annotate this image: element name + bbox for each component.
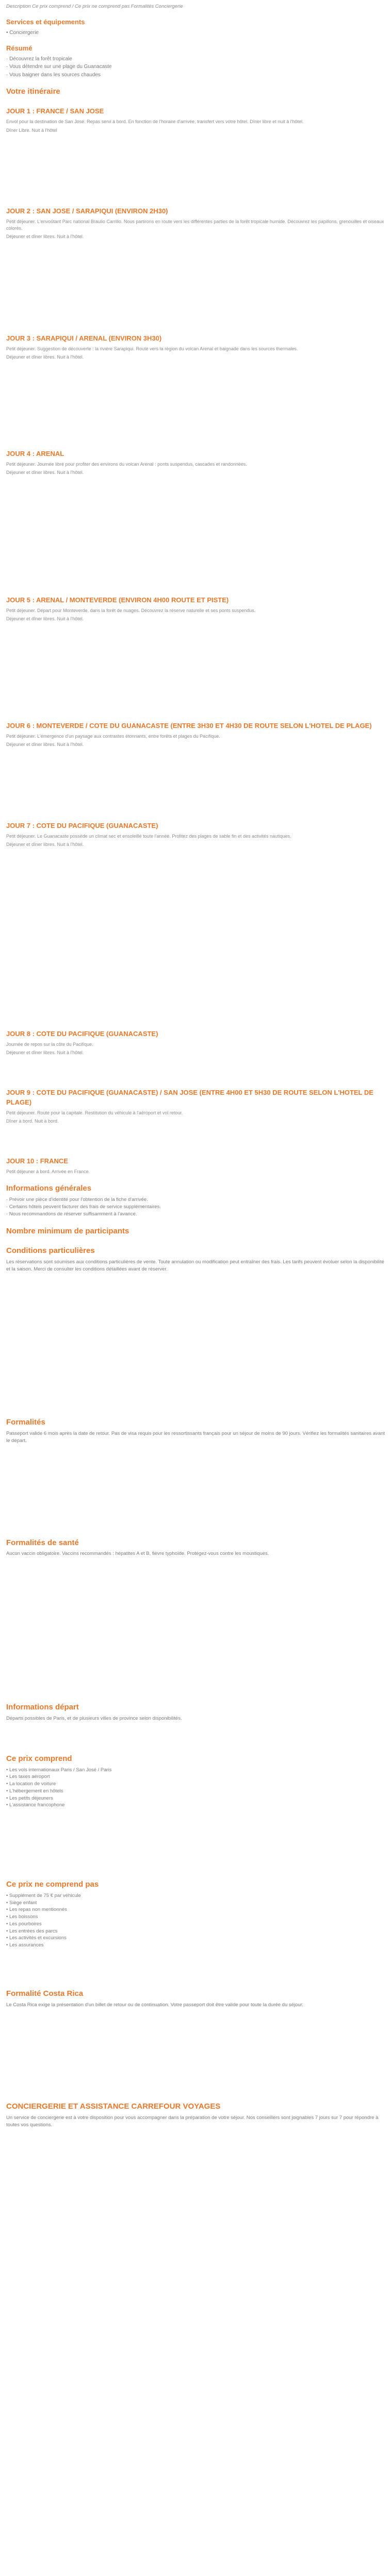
infos-depart-title: Informations départ [6, 1703, 79, 1712]
day-6 [6, 721, 385, 812]
day-title: JOUR 9 : COTE DU PACIFIQUE (GUANACASTE) / SAN JOSE (ENTRE 4H00 ET 5H30 DE ROUTE SELON L'HOTEL DE PLAGE) [6, 1089, 373, 1106]
comprend-item: • Les vols internationaux Paris / San José / Paris [6, 1767, 112, 1773]
ce-prix-comprend-title: Ce prix comprend [6, 1754, 72, 1763]
conditions-title: Conditions particulières [6, 1246, 95, 1256]
nombre-minimum [6, 1226, 385, 1237]
formalites-sante-title: Formalités de santé [6, 1538, 79, 1547]
day-meal: Dîner Libre. Nuit à l'hôtel [6, 127, 57, 133]
formalites-title: Formalités [6, 1418, 45, 1427]
topline: Description Ce prix comprend / Ce prix ne comprend pas Formalités Conciergerie [6, 4, 183, 9]
day-title: JOUR 5 : ARENAL / MONTEVERDE (ENVIRON 4H00 ROUTE ET PISTE) [6, 596, 229, 604]
day-body: Petit déjeuner à bord. Arrivée en France. [6, 1168, 90, 1174]
nombre-title: Nombre minimum de participants [6, 1227, 129, 1236]
ne-comprend-item: • Siège enfant [6, 1900, 37, 1906]
ne-comprend-item: • Les activités et excursions [6, 1935, 67, 1941]
day-title: JOUR 10 : FRANCE [6, 1157, 68, 1165]
day-title: JOUR 8 : COTE DU PACIFIQUE (GUANACASTE) [6, 1030, 158, 1038]
day-meal: Déjeuner et dîner libres. Nuit à l'hôtel. [6, 616, 84, 622]
resume-item: · Découvrez la forêt tropicale [6, 56, 72, 62]
day-3 [6, 334, 385, 440]
costa-title: Formalité Costa Rica [6, 1989, 84, 1998]
day-title: JOUR 3 : SARAPIQUI / ARENAL (ENVIRON 3H30) [6, 334, 162, 342]
ne-comprend-pas-title: Ce prix ne comprend pas [6, 1880, 99, 1889]
day-1 [6, 107, 385, 197]
day-meal: Dîner à bord. Nuit à bord. [6, 1118, 59, 1124]
resume-item: · Vous baigner dans les sources chaudes [6, 72, 101, 78]
comprend-item: • Les taxes aéroport [6, 1774, 50, 1780]
day-title: JOUR 2 : SAN JOSE / SARAPIQUI (ENVIRON 2H30) [6, 207, 168, 215]
formalite-costa-rica [6, 1988, 385, 2093]
ce-prix-ne-comprend-pas [6, 1879, 385, 1980]
day-5 [6, 596, 385, 712]
comprend-item: • Les petits déjeuners [6, 1795, 53, 1801]
day-title: JOUR 4 : ARENAL [6, 449, 64, 457]
ne-comprend-item: • Supplément de 75 € par véhicule [6, 1892, 81, 1899]
ne-comprend-item: • Les boissons [6, 1914, 38, 1920]
day-meal: Déjeuner et dîner libres. Nuit à l'hôtel. [6, 1050, 84, 1056]
day-meal: Déjeuner et dîner libres. Nuit à l'hôtel. [6, 470, 84, 476]
conditions-body: Les réservations sont soumises aux conditions particulières de vente. Toute annulation ou modification peut entraîner des frais. Les tarifs peuvent évoluer selon la disponibilité et la saison. Merci de consulter les conditions détaillées avant de réserver. [6, 1259, 384, 1272]
infos-depart-body: Départs possibles de Paris, et de plusieurs villes de province selon disponibilités. [6, 1715, 182, 1721]
ne-comprend-item: • Les entrées des parcs [6, 1928, 58, 1934]
conciergerie [6, 2101, 385, 2128]
day-body: Petit déjeuner. Départ pour Monteverde, dans la forêt de nuages. Découvrez la réserve naturelle et ses ponts suspendus. [6, 607, 256, 613]
day-9 [6, 1088, 385, 1147]
infos-generales [6, 1183, 385, 1217]
comprend-item: • L'assistance francophone [6, 1802, 65, 1808]
infos-title: Informations générales [6, 1184, 92, 1193]
formalites-sante-body: Aucun vaccin obligatoire. Vaccins recommandés : hépatites A et B, fièvre typhoïde. Protégez-vous contre les moustiques. [6, 1551, 269, 1557]
services-title: Services et équipements [6, 18, 85, 26]
day-meal: Déjeuner et dîner libres. Nuit à l'hôtel. [6, 842, 84, 848]
comprend-item: • L'hébergement en hôtels [6, 1788, 63, 1794]
conditions [6, 1245, 385, 1409]
ne-comprend-item: • Les pourboires [6, 1921, 42, 1927]
day-body: Petit déjeuner. Route pour la capitale. Restitution du véhicule à l'aéroport et vol retour. [6, 1110, 183, 1115]
formalites [6, 1417, 385, 1529]
ne-comprend-item: • Les repas non mentionnés [6, 1907, 67, 1913]
day-meal: Déjeuner et dîner libres. Nuit à l'hôtel. [6, 234, 84, 240]
ce-prix-comprend [6, 1753, 385, 1871]
day-body: Journée de repos sur la côte du Pacifique. [6, 1041, 93, 1047]
day-body: Petit déjeuner. L'envoûtant Parc national Braulio Carrillo. Nous partirons en route vers les différentes parties de la forêt tropicale humide. Découvrez les papillons, grenouilles et oiseaux colorés. [6, 219, 384, 231]
formalites-body: Passeport valide 6 mois après la date de retour. Pas de visa requis pour les ressortissants français pour un séjour de moins de 90 jours. Vérifiez les formalités sanitaires avant le départ. [6, 1431, 385, 1444]
resume-item: · Vous détendre sur une plage du Guanacaste [6, 64, 112, 70]
day-2 [6, 207, 385, 325]
comprend-item: • La location de voiture [6, 1781, 56, 1787]
day-meal: Déjeuner et dîner libres. Nuit à l'hôtel. [6, 354, 84, 360]
concierge-title: CONCIERGERIE ET ASSISTANCE CARREFOUR VOYAGES [6, 2102, 221, 2111]
infos-depart [6, 1702, 385, 1745]
day-title: JOUR 6 : MONTEVERDE / COTE DU GUANACASTE (ENTRE 3H30 ET 4H30 DE ROUTE SELON L'HOTEL DE PLAGE) [6, 721, 372, 730]
services-item: • Conciergerie [6, 29, 39, 36]
day-title: JOUR 1 : FRANCE / SAN JOSE [6, 107, 104, 115]
formalites-sante [6, 1537, 385, 1694]
day-body: Petit déjeuner. Le Guanacaste possède un climat sec et ensoleillé toute l'année. Profitez des plages de sable fin et des activités nautiques. [6, 833, 291, 839]
day-title: JOUR 7 : COTE DU PACIFIQUE (GUANACASTE) [6, 821, 158, 829]
day-8 [6, 1029, 385, 1079]
day-meal: Déjeuner et dîner libres. Nuit à l'hôtel. [6, 742, 84, 748]
concierge-body: Un service de conciergerie est à votre disposition pour vous accompagner dans la préparation de votre séjour. Nos conseillers sont joignables 7 jours sur 7 pour répondre à toutes vos questions. [6, 2115, 379, 2128]
itineraire-title: Votre itinéraire [6, 87, 60, 96]
costa-body: Le Costa Rica exige la présentation d'un billet de retour ou de continuation. Votre passeport doit être valide pour toute la durée du séjour. [6, 2002, 303, 2008]
resume-title: Résumé [6, 44, 32, 53]
day-body: Petit déjeuner. Suggestion de découverte : la rivière Sarapiqui. Route vers la région du volcan Arenal et baignade dans les sources thermales. [6, 346, 298, 351]
day-body: Petit déjeuner. L'émergence d'un paysage aux contrastes étonnants, entre forêts et plages du Pacifique. [6, 733, 220, 739]
ne-comprend-item: • Les assurances [6, 1942, 44, 1948]
day-7 [6, 821, 385, 1020]
day-10 [6, 1157, 385, 1175]
info-item: · Prévoir une pièce d'identité pour l'obtention de la fiche d'arrivée. [6, 1197, 148, 1203]
info-item: · Nous recommandons de réserver suffisamment à l'avance. [6, 1211, 137, 1217]
day-body: Petit déjeuner. Journée libre pour profiter des environs du volcan Arenal : ponts suspendus, cascades et randonnées. [6, 461, 247, 467]
day-4 [6, 449, 385, 586]
day-body: Envol pour la destination de San José. Repas servi à bord. En fonction de l'horaire d'arrivée, transfert vers votre hôtel. Dîner libre et nuit à l'hôtel. [6, 119, 304, 125]
info-item: · Certains hôtels peuvent facturer des frais de service supplémentaires. [6, 1204, 161, 1210]
